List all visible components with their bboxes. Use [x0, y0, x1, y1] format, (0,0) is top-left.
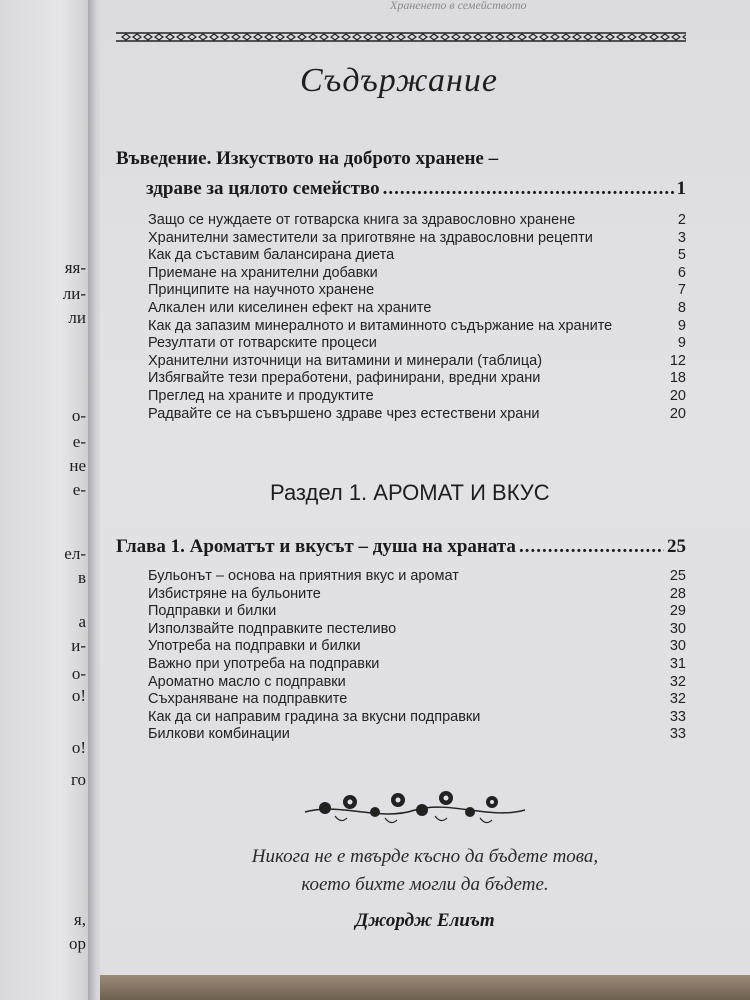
leader-line [279, 614, 667, 615]
left-page-text-fragment [0, 686, 88, 706]
leader-line [350, 702, 667, 703]
toc-entry-page: 3 [677, 229, 686, 246]
toc-entry [148, 370, 686, 386]
intro-heading-text: здраве за цялото семейство [146, 178, 380, 199]
leader-line [380, 346, 675, 347]
toc-entry-title: Употреба на подправки и билки [148, 638, 361, 655]
toc-entry [148, 318, 686, 334]
toc-entry [148, 230, 686, 246]
flower-ornament [300, 782, 530, 832]
left-page-text-fragment [0, 284, 88, 304]
toc-entry-title: Приемане на хранителни добавки [148, 264, 378, 281]
quote-line1: Никога не е твърде късно да бъдете това, [251, 846, 599, 867]
leader-line [324, 597, 667, 598]
chapter1-page-number: 25 [667, 536, 686, 557]
leader-line [462, 579, 667, 580]
fragment-text: ли [68, 308, 86, 327]
fragment-text: о- [71, 664, 86, 683]
fragment-text: а [78, 612, 86, 631]
toc-entry-page: 29 [669, 603, 686, 620]
intro-heading-line1: Въведение. Изкуството на доброто хранене – [116, 148, 499, 169]
toc-entry-page: 2 [677, 212, 686, 228]
fragment-text: го [70, 770, 86, 789]
toc-entry-page: 8 [677, 300, 686, 316]
left-page-text-fragment [0, 432, 88, 452]
left-page-text-fragment [0, 664, 88, 684]
fragment-text: я, [73, 910, 86, 929]
toc-entry-page: 33 [669, 726, 686, 743]
toc-entry-title: Алкален или киселинен ефект на храните [148, 300, 432, 316]
toc-entry [148, 674, 686, 690]
toc-entry [148, 586, 686, 602]
toc-entry-page: 33 [669, 708, 686, 725]
table-surface [100, 975, 750, 1000]
fragment-text: ли- [62, 284, 86, 303]
leader-line [381, 276, 675, 277]
leader-line [434, 311, 675, 312]
toc-entry-title: Съхраняване на подправките [148, 691, 348, 708]
toc-entry-title: Хранителни заместители за приготвяне на здравословни рецепти [148, 229, 593, 246]
left-page-text-fragment [0, 636, 88, 656]
toc-entry-page: 18 [669, 370, 686, 387]
toc-entry-title: Ароматно масло с подправки [148, 673, 346, 690]
fragment-text: е- [72, 480, 86, 499]
toc-entry-title: Защо се нуждаете от готварска книга за здравословно хранене [148, 212, 576, 228]
contents-title: Съдържание [300, 62, 499, 99]
leader-line [542, 417, 666, 418]
toc-entry-page: 20 [669, 388, 686, 404]
toc-entry-page: 31 [669, 656, 686, 672]
toc-entry-page: 32 [669, 673, 686, 690]
toc-entry [148, 265, 686, 281]
left-page-text-fragment [0, 568, 88, 588]
left-page-text-fragment [0, 770, 88, 790]
toc-entry-title: Бульонът – основа на приятния вкус и аромат [148, 568, 459, 584]
left-page-text-fragment [0, 910, 88, 930]
toc-entry-page: 30 [669, 620, 686, 637]
chapter1-title: Глава 1. Ароматът и вкусът – душа на храната [116, 536, 516, 557]
toc-entry-title: Радвайте се на съвършено здраве чрез естествени храни [148, 405, 540, 422]
toc-entry-page: 20 [669, 405, 686, 422]
leader-line [615, 329, 675, 330]
leader-dots [383, 178, 674, 200]
intro-heading-line2 [146, 178, 686, 200]
toc-entry [148, 247, 686, 263]
left-page-text-fragment [0, 456, 88, 476]
toc-entry-title: Резултати от готварските процеси [148, 335, 377, 352]
fragment-text: и- [71, 636, 86, 655]
quote-line2: което бихте могли да бъдете. [301, 874, 549, 895]
toc-entry-page: 28 [669, 585, 686, 602]
fragment-text: ор [69, 934, 86, 953]
leader-dots [519, 536, 664, 558]
toc-entry [148, 691, 686, 707]
toc-entry-title: Принципите на научното хранене [148, 282, 375, 299]
left-page-text-fragment [0, 612, 88, 632]
quote-author: Джордж Елиът [355, 910, 495, 931]
left-page-text-fragment [0, 406, 88, 426]
toc-entry [148, 282, 686, 298]
leader-line [578, 223, 675, 224]
toc-entry [148, 300, 686, 316]
toc-entry-page: 9 [677, 317, 686, 334]
toc-entry-title: Избистряне на бульоните [148, 585, 321, 602]
toc-entry [148, 603, 686, 619]
toc-entry [148, 621, 686, 637]
left-page-text-fragment [0, 544, 88, 564]
fragment-text: о! [71, 738, 86, 757]
leader-line [377, 399, 667, 400]
leader-line [293, 737, 667, 738]
leader-line [382, 667, 666, 668]
toc-entry [148, 212, 686, 228]
toc-entry [148, 568, 686, 584]
fragment-text: яя- [64, 258, 86, 277]
intro-page-number: 1 [676, 178, 686, 199]
chapter1-heading [116, 536, 686, 558]
toc-entry [148, 726, 686, 742]
toc-entry-page: 12 [669, 352, 686, 369]
leader-line [377, 293, 675, 294]
toc-entry-page: 32 [669, 691, 686, 708]
leader-line [483, 720, 667, 721]
left-page-text-fragment [0, 480, 88, 500]
left-page-text-fragment [0, 738, 88, 758]
toc-entry [148, 709, 686, 725]
toc-entry-title: Как да съставим балансирана диета [148, 247, 395, 264]
toc-entry-title: Хранителни източници на витамини и минерали (таблица) [148, 352, 543, 369]
leader-line [364, 649, 667, 650]
leader-line [543, 381, 667, 382]
left-page-text-fragment [0, 308, 88, 328]
toc-entry [148, 388, 686, 404]
toc-entry-page: 9 [677, 335, 686, 352]
fragment-text: е- [72, 432, 86, 451]
leader-line [349, 685, 667, 686]
toc-entry [148, 656, 686, 672]
toc-entry-title: Как да си направим градина за вкусни подправки [148, 708, 481, 725]
toc-entry-title: Билкови комбинации [148, 726, 290, 743]
leader-line [596, 241, 675, 242]
toc-entry-page: 25 [669, 568, 686, 584]
toc-entry-title: Важно при употреба на подправки [148, 656, 380, 672]
border-ornament [116, 30, 686, 44]
leader-line [399, 632, 667, 633]
toc-entry [148, 353, 686, 369]
left-page-edge [0, 0, 88, 1000]
toc-entry-title: Използвайте подправките пестеливо [148, 620, 397, 637]
fragment-text: ел- [64, 544, 86, 563]
toc-entry-title: Преглед на храните и продуктите [148, 388, 374, 404]
fragment-text: о- [71, 406, 86, 425]
toc-entry-page: 7 [677, 282, 686, 299]
toc-entry-title: Как да запазим минералното и витаминното съдържание на храните [148, 317, 613, 334]
toc-entry-title: Избягвайте тези преработени, рафинирани, вредни храни [148, 370, 541, 387]
fragment-text: в [77, 568, 86, 587]
leader-line [545, 364, 667, 365]
section-title: Раздел 1. АРОМАТ И ВКУС [270, 480, 550, 505]
fragment-text: о! [71, 686, 86, 705]
toc-entry [148, 406, 686, 422]
fragment-text: не [69, 456, 86, 475]
toc-entry-page: 30 [669, 638, 686, 655]
left-page-text-fragment [0, 934, 88, 954]
leader-line [397, 258, 675, 259]
toc-entry [148, 335, 686, 351]
toc-entry [148, 638, 686, 654]
toc-entry-page: 6 [677, 264, 686, 281]
toc-entry-page: 5 [677, 247, 686, 264]
left-page-text-fragment [0, 258, 88, 278]
page-header: Храненето в семейството [390, 0, 527, 12]
toc-entry-title: Подправки и билки [148, 603, 277, 620]
